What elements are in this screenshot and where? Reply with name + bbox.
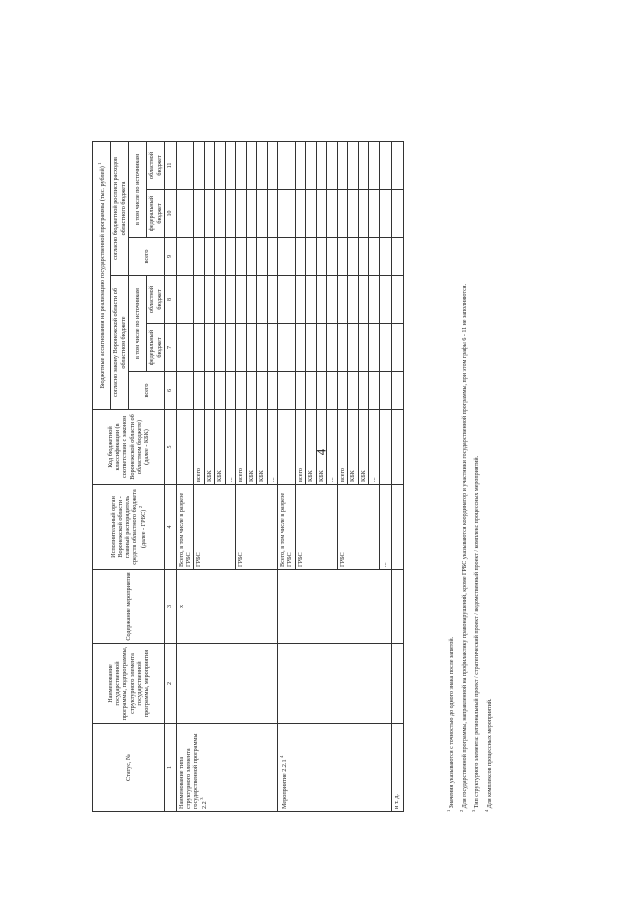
footnote-text: Для государственной программы, направленной на профилактику правонарушений, кроме ГРБС указываются координатор и участники государственной программы, при этом графы 6 - 11 не заполняются. <box>461 283 468 809</box>
spacer-cell <box>93 91 165 141</box>
element-status-text: Наименование типа структурного элемента государственной программы 2.2 <box>178 733 209 809</box>
measure-kbk-dots: ... <box>369 410 380 485</box>
measure-kbk-total: всего <box>295 410 306 485</box>
col-number: 11 <box>165 141 177 189</box>
element-executor-total: Всего, в том числе в разрезе ГРБС <box>177 485 194 570</box>
col-number: 2 <box>165 644 177 724</box>
col-number: 5 <box>165 410 177 485</box>
footnote-mark: 2 <box>138 505 144 509</box>
measure-executor-total: Всего, в том числе в разрезе ГРБС <box>278 485 295 570</box>
etc-row: и т. д. <box>391 724 403 812</box>
col-number: 4 <box>165 485 177 570</box>
header-name: Наименование государственной программы, подпрограммы, структурного элемента государственной программы, мероприятия <box>93 644 165 724</box>
col-number: 1 <box>165 724 177 812</box>
element-kbk-empty <box>177 410 194 485</box>
measure-dots: ... <box>379 485 391 570</box>
footnote-3 <box>470 92 483 812</box>
footnote-mark: 1 <box>96 162 102 165</box>
header-list-total: всего <box>129 238 165 276</box>
header-executor <box>93 485 165 570</box>
element-content: х <box>177 570 278 644</box>
header-content: Содержание мероприятия <box>93 570 165 644</box>
spacer-cell <box>165 91 177 141</box>
header-status: Статус, № <box>93 724 165 812</box>
measure-kbk: КБК <box>358 410 369 485</box>
element-kbk: КБК <box>204 410 215 485</box>
footnote-mark: 3 <box>199 797 205 800</box>
header-list-regional: областной бюджет <box>147 141 165 189</box>
page-number: 4 <box>313 448 329 456</box>
measure-kbk: КБК <box>306 410 317 485</box>
footnote-1 <box>445 92 458 812</box>
footnote-mark: 1 <box>446 809 451 812</box>
measure-kbk: КБК <box>316 410 327 485</box>
header-law-federal: федеральный бюджет <box>147 324 165 372</box>
element-kbk-total: всего <box>236 410 247 485</box>
footnote-text: Тип структурного элемента: региональный проект / стратегический проект / ведомственный проект / комплекс процессных мероприятий. <box>474 455 481 809</box>
col-number: 8 <box>165 276 177 324</box>
header-kbk: Код бюджетной классификации (в соответствии с законом Воронежской области об областном бюджете) (далее - КБК) <box>93 410 165 485</box>
element-kbk-total: всего <box>194 410 205 485</box>
footnote-mark: 4 <box>279 755 285 758</box>
header-list-federal: федеральный бюджет <box>147 190 165 238</box>
element-kbk-dots: ... <box>225 410 236 485</box>
header-executor-text: Исполнительный орган Воронежской области - главный распорядитель средств областного бюджета (далее - ГРБС) <box>109 489 148 565</box>
measure-status-text: Мероприятие 2.2.1 <box>281 759 289 809</box>
col-number: 6 <box>165 372 177 410</box>
measure-status <box>278 724 391 812</box>
element-kbk: КБК <box>257 410 268 485</box>
element-grbs-label: ГРБС <box>236 485 278 570</box>
header-law-sources: в том числе по источникам <box>129 276 147 372</box>
header-budget-group-text: Бюджетные ассигнования на реализацию государственной программы (тыс. рублей) <box>98 166 106 389</box>
measure-grbs-label: ГРБС <box>295 485 337 570</box>
header-law-regional: областной бюджет <box>147 276 165 324</box>
measure-kbk: КБК <box>348 410 359 485</box>
measure-grbs-label: ГРБС <box>337 485 379 570</box>
header-law-total: всего <box>129 372 165 410</box>
element-kbk: КБК <box>246 410 257 485</box>
col-number: 3 <box>165 570 177 644</box>
header-budget-group <box>93 141 111 409</box>
measure-content <box>278 570 391 644</box>
footnote-mark: 2 <box>458 809 464 812</box>
element-kbk-dots: ... <box>267 410 278 485</box>
col-number: 7 <box>165 324 177 372</box>
col-number: 10 <box>165 190 177 238</box>
footnote-4 <box>483 92 496 812</box>
element-status <box>177 724 278 812</box>
col-number: 9 <box>165 238 177 276</box>
footnote-text: Значения указываются с точностью до одного знака после запятой. <box>449 636 455 809</box>
footnote-mark: 3 <box>471 809 477 812</box>
measure-kbk-total: всего <box>337 410 348 485</box>
budget-table <box>92 91 404 812</box>
header-list-sources: в том числе по источникам <box>129 141 147 237</box>
element-grbs-label: ГРБС <box>194 485 236 570</box>
rotated-page-content <box>70 82 530 842</box>
footnote-text: Для комплексов процессных мероприятий. <box>486 698 493 809</box>
measure-kbk-dots: ... <box>327 410 338 485</box>
footnote-mark: 4 <box>483 809 489 812</box>
footnotes <box>445 92 495 812</box>
header-law-group: согласно закону Воронежской области об областном бюджете <box>111 276 129 410</box>
header-list-group: согласно бюджетной росписи расходов областного бюджета <box>111 141 129 275</box>
element-kbk: КБК <box>215 410 226 485</box>
measure-name <box>278 644 391 724</box>
footnote-2 <box>458 92 471 812</box>
element-name <box>177 644 278 724</box>
